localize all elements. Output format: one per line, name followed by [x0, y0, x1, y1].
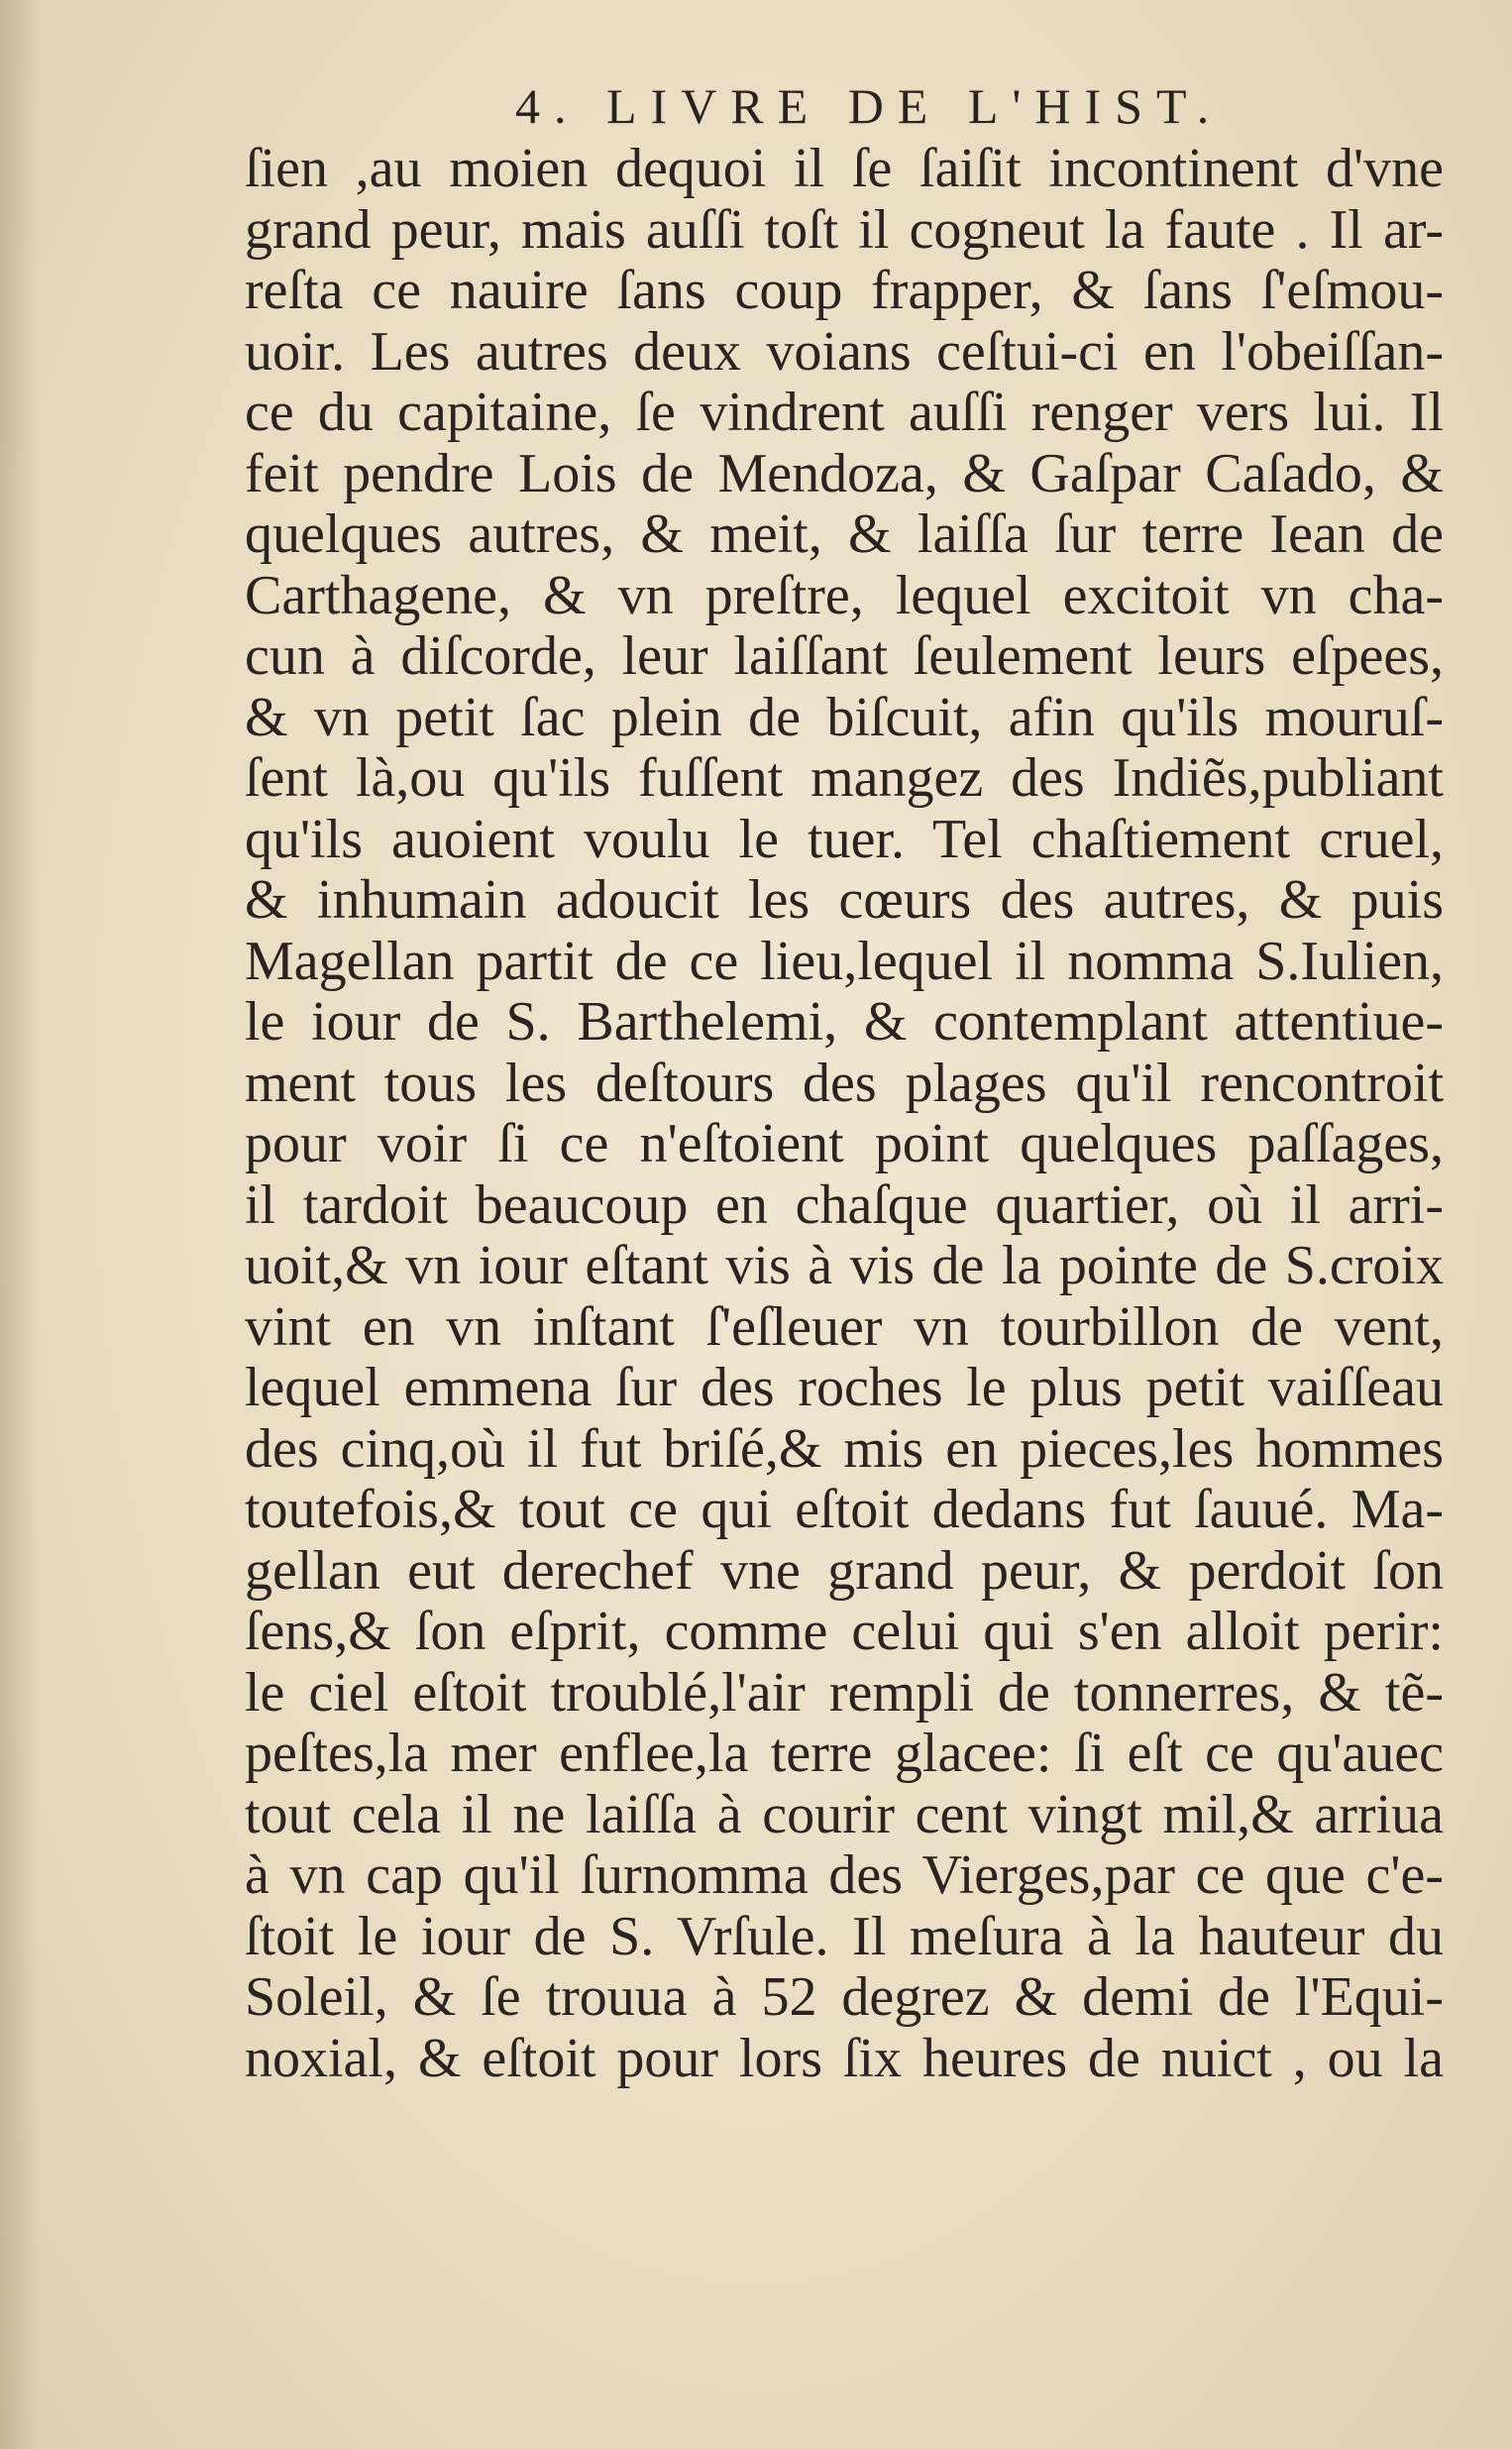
body-text — [245, 139, 1444, 2089]
text-line: grand peur, mais auſſi toſt il cogneut la faute . Il ar- — [245, 198, 1444, 261]
text-line: tout cela il ne laiſſa à courir cent vingt mil,& arriua — [245, 1783, 1444, 1845]
text-line: noxial, & eſtoit pour lors ſix heures de nuict , ou la — [245, 2027, 1444, 2089]
text-line: ſent là,ou qu'ils fuſſent mangez des Indiẽs,publiant — [245, 747, 1444, 809]
text-line: feit pendre Lois de Mendoza, & Gaſpar Caſado, & — [245, 442, 1444, 504]
page-edge-shadow — [0, 0, 40, 2449]
text-line: ſtoit le iour de S. Vrſule. Il meſura à la hauteur du — [245, 1905, 1444, 1967]
text-line: ſens,& ſon eſprit, comme celui qui s'en alloit perir: — [245, 1601, 1444, 1662]
running-header: 4. LIVRE DE L'HIST. — [515, 78, 1224, 134]
text-line: le ciel eſtoit troublé,l'air rempli de tonnerres, & tẽ- — [245, 1661, 1444, 1724]
text-line: ment tous les deſtours des plages qu'il rencontroit — [245, 1052, 1444, 1114]
text-line: vint en vn inſtant ſ'eſleuer vn tourbillon de vent, — [245, 1295, 1444, 1358]
text-line: quelques autres, & meit, & laiſſa ſur terre Iean de — [245, 503, 1444, 565]
text-line: Magellan partit de ce lieu,lequel il nomma S.Iulien, — [245, 930, 1444, 992]
text-line: & inhumain adoucit les cœurs des autres, & puis — [245, 869, 1444, 931]
text-line: peſtes,la mer enflee,la terre glacee: ſi eſt ce qu'auec — [245, 1723, 1444, 1784]
text-line: ſien ,au moien dequoi il ſe ſaiſit incontinent d'vne — [245, 138, 1444, 199]
text-line: & vn petit ſac plein de biſcuit, afin qu'ils mouruſ- — [245, 686, 1444, 748]
text-line: reſta ce nauire ſans coup frapper, & ſans ſ'eſmou- — [245, 260, 1444, 321]
text-line: lequel emmena ſur des roches le plus petit vaiſſeau — [245, 1357, 1444, 1418]
text-line: qu'ils auoient voulu le tuer. Tel chaſtiement cruel, — [245, 808, 1444, 870]
text-line: uoit,& vn iour eſtant vis à vis de la pointe de S.croix — [245, 1235, 1444, 1296]
text-line: toutefois,& tout ce qui eſtoit dedans fut ſauué. Ma- — [245, 1479, 1444, 1540]
text-line: pour voir ſi ce n'eſtoient point quelques paſſages, — [245, 1113, 1444, 1174]
text-line: à vn cap qu'il ſurnomma des Vierges,par ce que c'e- — [245, 1844, 1444, 1906]
text-line: uoir. Les autres deux voians ceſtui-ci en l'obeiſſan- — [245, 320, 1444, 383]
text-line: Soleil, & ſe trouua à 52 degrez & demi de l'Equi- — [245, 1966, 1444, 2028]
text-line: le iour de S. Barthelemi, & contemplant attentiue- — [245, 991, 1444, 1053]
text-line: ce du capitaine, ſe vindrent auſſi renger vers lui. Il — [245, 382, 1444, 443]
text-line: Carthagene, & vn preſtre, lequel excitoit vn cha- — [245, 564, 1444, 626]
text-line: il tardoit beaucoup en chaſque quartier, où il arri- — [245, 1173, 1444, 1236]
text-line: gellan eut derechef vne grand peur, & perdoit ſon — [245, 1539, 1444, 1602]
text-line: des cinq,où il fut briſé,& mis en pieces,les hommes — [245, 1417, 1444, 1480]
text-line: cun à diſcorde, leur laiſſant ſeulement leurs eſpees, — [245, 625, 1444, 687]
